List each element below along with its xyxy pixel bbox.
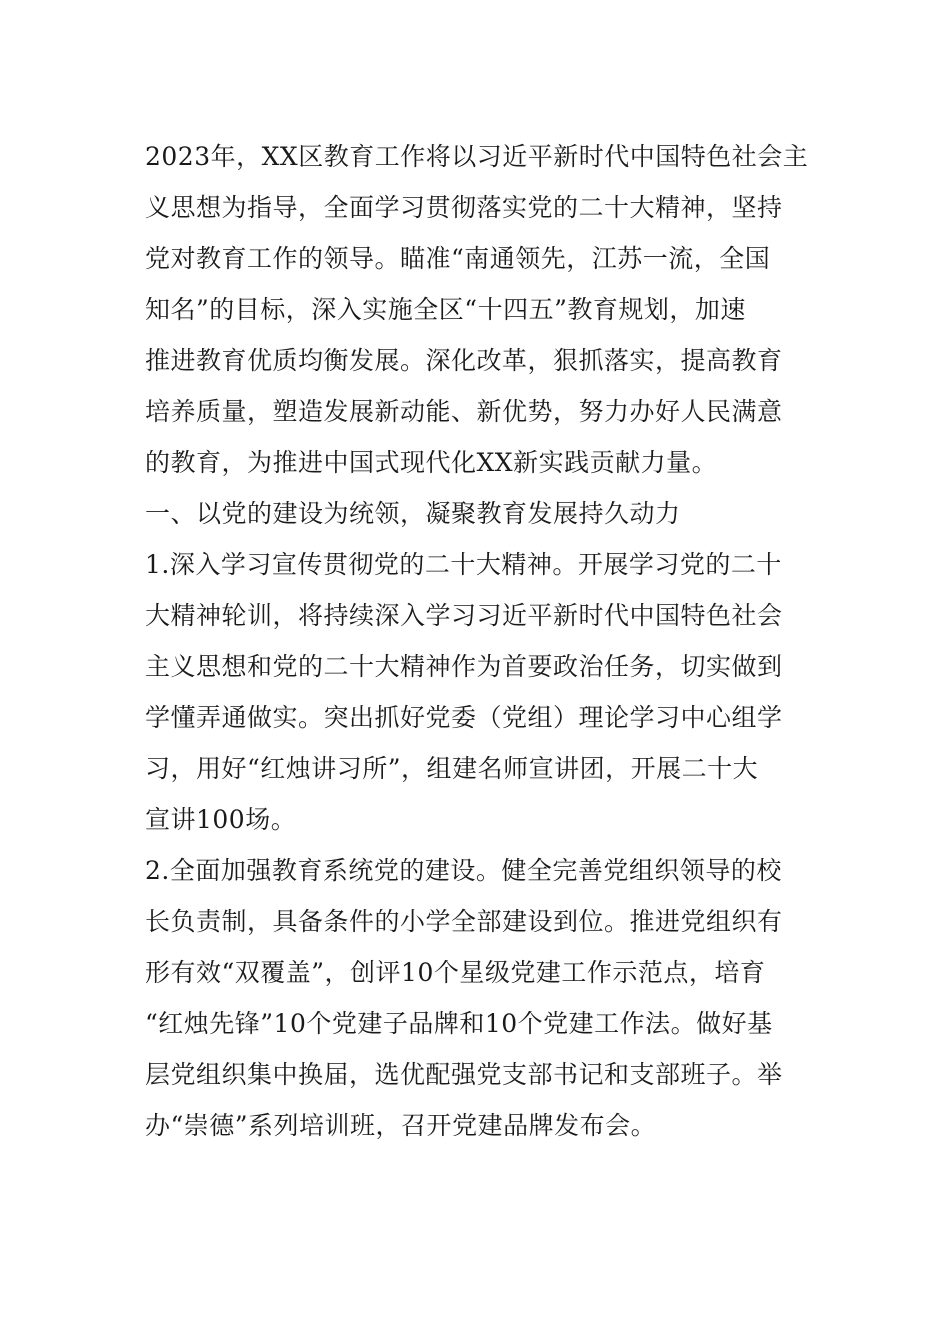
text-line: 2.全面加强教育系统党的建设。健全完善党组织领导的校	[145, 856, 782, 885]
text-line: 大精神轮训，将持续深入学习习近平新时代中国特色社会	[145, 601, 783, 630]
text-line: 层党组织集中换届，选优配强党支部书记和支部班子。举	[145, 1060, 783, 1089]
heading-line: 一、以党的建设为统领，凝聚教育发展持久动力	[145, 499, 681, 528]
document-body	[145, 131, 815, 1151]
item-2-paragraph	[145, 845, 815, 1151]
text-line: 办“崇德”系列培训班，召开党建品牌发布会。	[145, 1111, 657, 1140]
text-line: 长负责制，具备条件的小学全部建设到位。推进党组织有	[145, 907, 783, 936]
item-1-paragraph	[145, 539, 815, 845]
text-line: 主义思想和党的二十大精神作为首要政治任务，切实做到	[145, 652, 783, 681]
text-line: 义思想为指导，全面学习贯彻落实党的二十大精神，坚持	[145, 193, 783, 222]
text-line: 2023年，XX区教育工作将以习近平新时代中国特色社会主	[145, 142, 809, 171]
text-line: 1.深入学习宣传贯彻党的二十大精神。开展学习党的二十	[145, 550, 782, 579]
intro-paragraph	[145, 131, 815, 488]
text-line: 宣讲100场。	[145, 805, 297, 834]
text-line: 知名”的目标，深入实施全区“十四五”教育规划，加速	[145, 295, 746, 324]
text-line: “红烛先锋”10个党建子品牌和10个党建工作法。做好基	[145, 1009, 773, 1038]
text-line: 形有效“双覆盖”，创评10个星级党建工作示范点，培育	[145, 958, 766, 987]
text-line: 的教育，为推进中国式现代化XX新实践贡献力量。	[145, 448, 718, 477]
text-line: 培养质量，塑造发展新动能、新优势，努力办好人民满意	[145, 397, 783, 426]
text-line: 党对教育工作的领导。瞄准“南通领先，江苏一流，全国	[145, 244, 771, 273]
section-heading	[145, 488, 815, 539]
text-line: 学懂弄通做实。突出抓好党委（党组）理论学习中心组学	[145, 703, 783, 732]
text-line: 习，用好“红烛讲习所”，组建名师宣讲团，开展二十大	[145, 754, 759, 783]
text-line: 推进教育优质均衡发展。深化改革，狠抓落实，提高教育	[145, 346, 783, 375]
